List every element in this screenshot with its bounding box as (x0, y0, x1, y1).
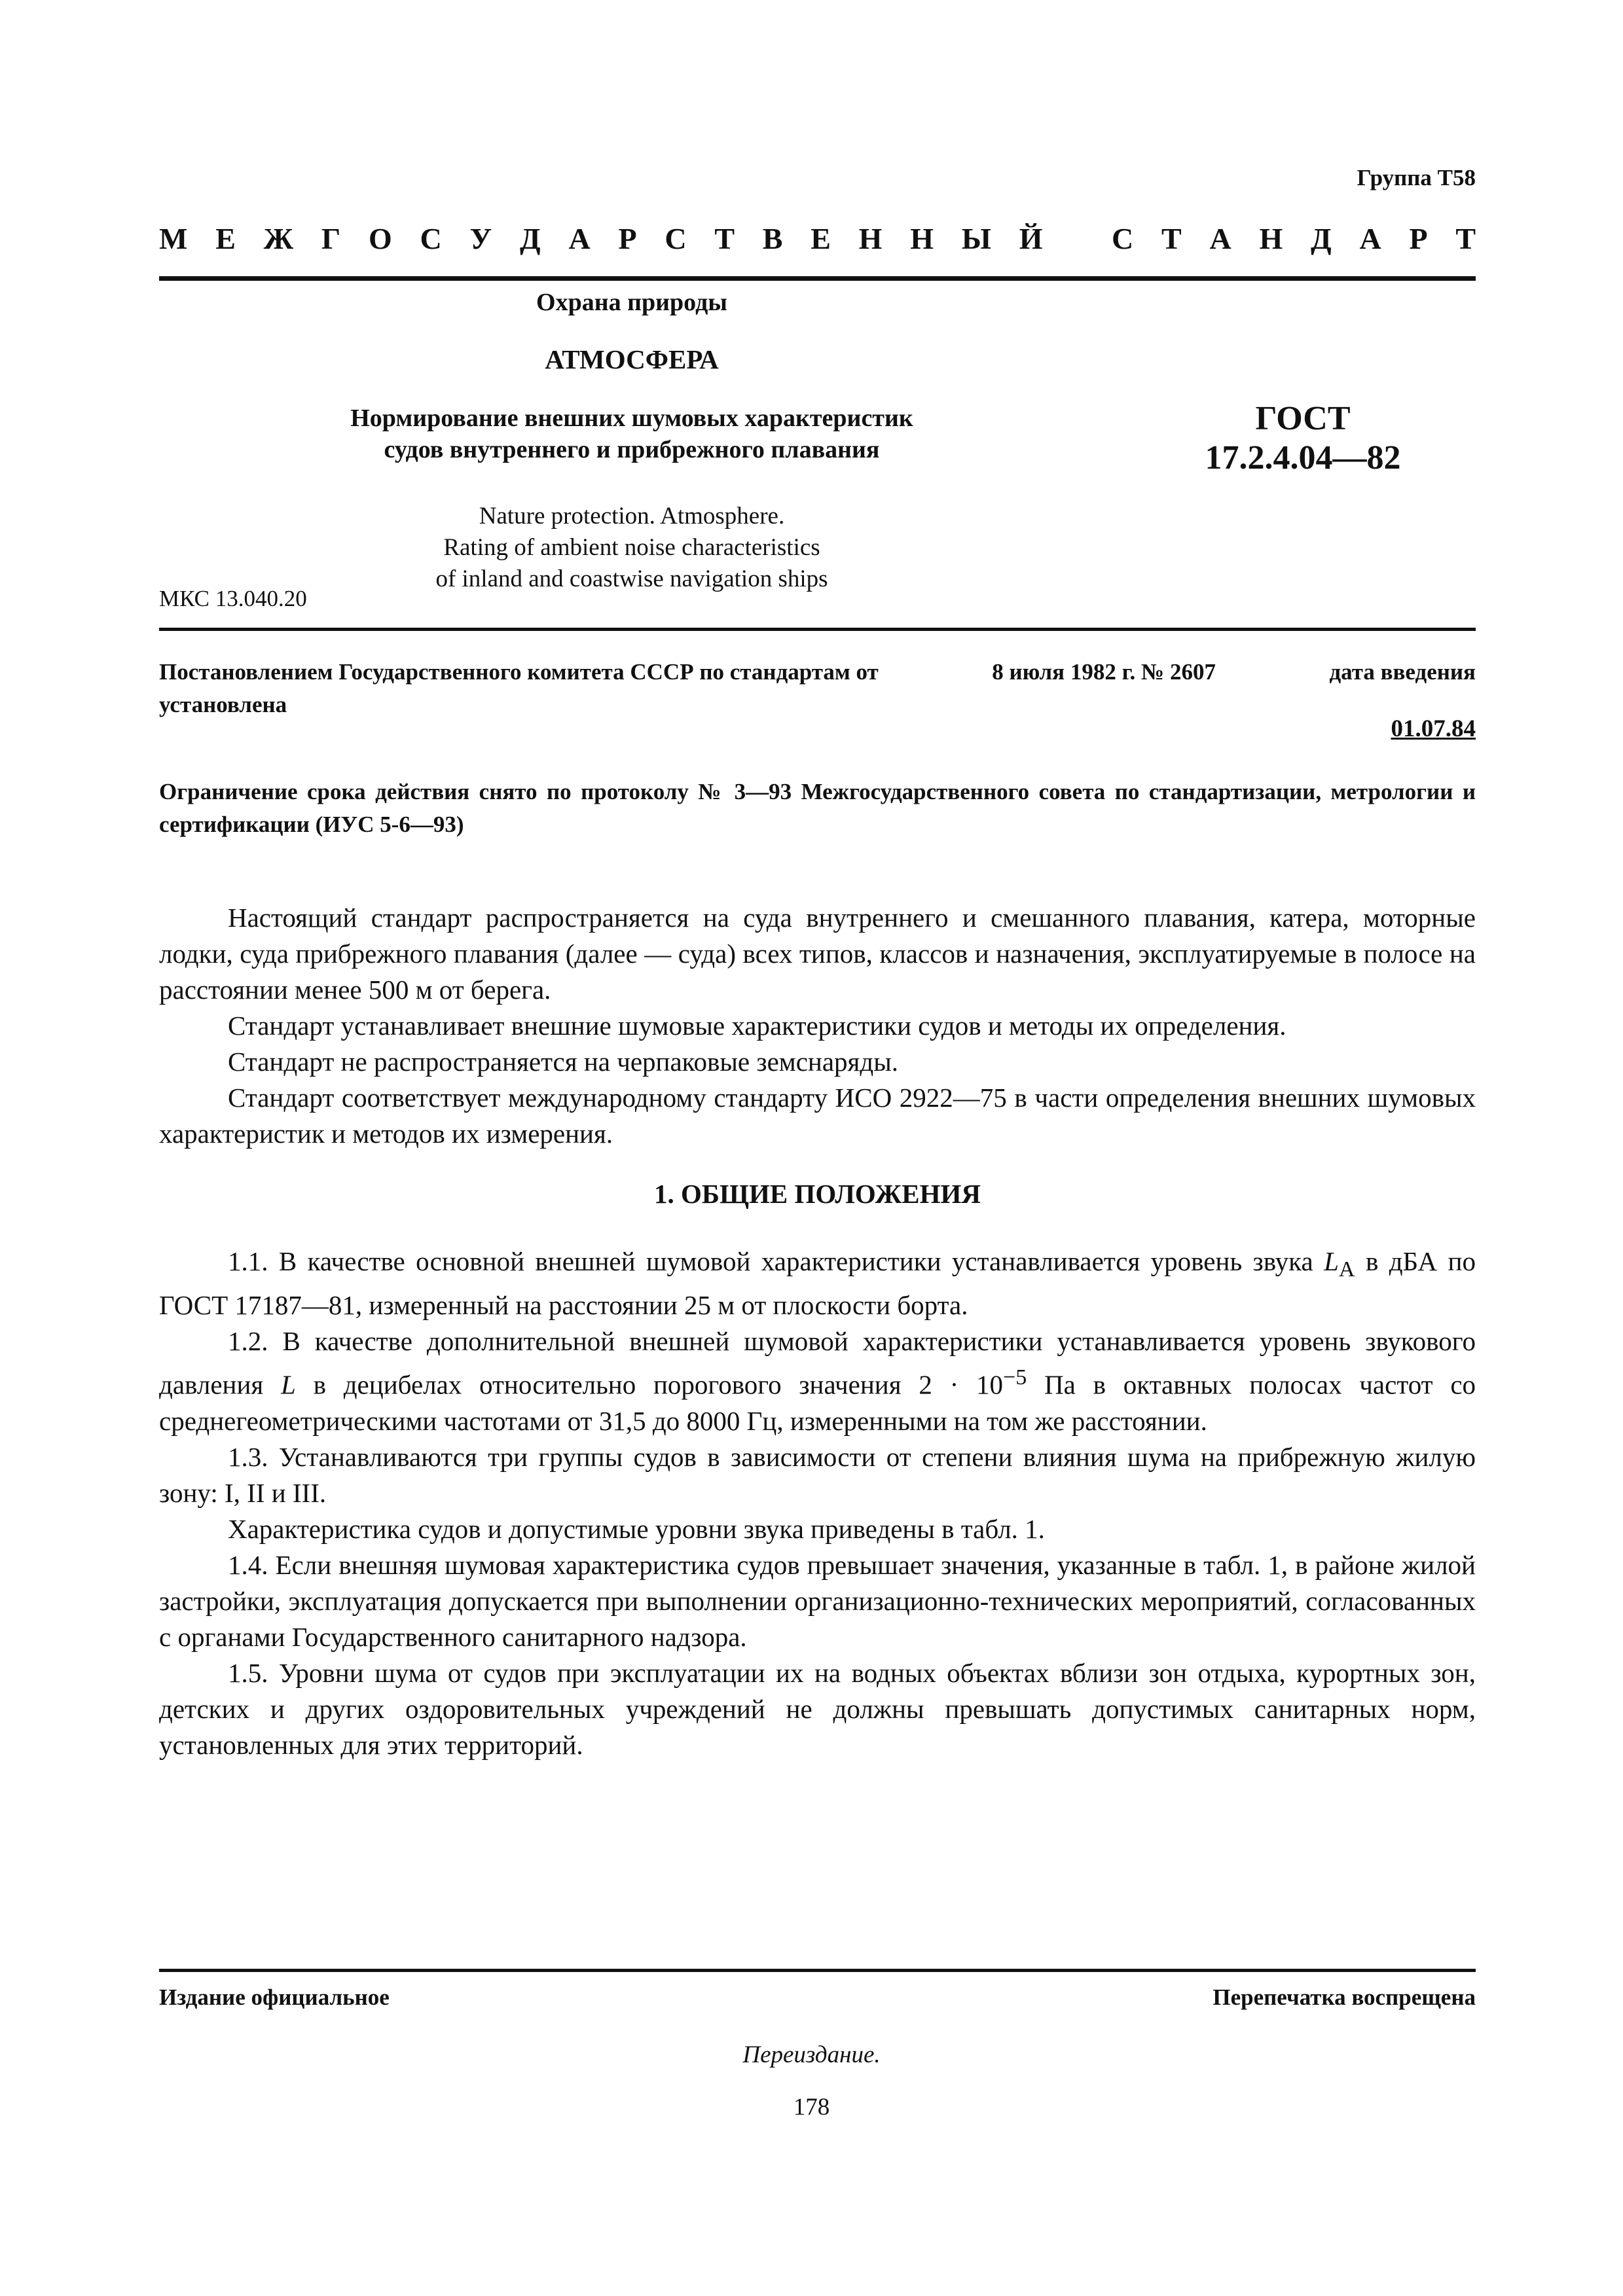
clause-text: в дБА по ГОСТ 17187—81, измеренный на расстоянии 25 м от плоскости борта. (159, 1246, 1476, 1321)
page-number: 178 (793, 2094, 830, 2121)
heading-letter: Н (910, 222, 934, 255)
clause-text: Па в октавных полосах частот со среднегеометрическими частотами от 31,5 до 8000 Гц, измеренными на том же расстоянии. (159, 1369, 1476, 1436)
heading-letter: Н (858, 222, 883, 255)
clause-text: 1.1. В качестве основной внешней шумовой характеристики устанавливается уровень звука (228, 1246, 1313, 1276)
standard-title-en-line3: of inland and coastwise navigation ships (435, 565, 828, 592)
heading-letter: Р (1409, 222, 1428, 255)
exponent: −5 (1002, 1365, 1027, 1390)
section-heading: 1. ОБЩИЕ ПОЛОЖЕНИЯ (654, 1179, 981, 1209)
gost-number: 17.2.4.04—82 (1205, 439, 1401, 476)
heading-letter: Т (1455, 222, 1476, 255)
heading-letter: Г (321, 222, 341, 255)
validity-limit-note: Ограничение срока действия снято по протоколу № 3—93 Межгосударственного совета по стандартизации, метрологии и сертификации (ИУС 5-6—93) (159, 779, 1476, 837)
heading-letter: С (1112, 222, 1134, 255)
interstate-standard-heading (159, 221, 1476, 256)
decree-date: 8 июля 1982 г. № 2607 (992, 659, 1216, 685)
heading-letter: Д (1311, 222, 1332, 255)
heading-letter: У (469, 222, 492, 255)
intro-paragraph: Настоящий стандарт распространяется на суда внутреннего и смешанного плавания, катера, моторные лодки, суда прибрежного плавания (далее — суда) всех типов, классов и назначения, эксплуатируемые в полосе на расстоянии менее 500 м от берега. (159, 903, 1476, 1005)
intro-paragraphs (159, 900, 1476, 1152)
decree-left: Постановлением Государственного комитета СССР по стандартам от (159, 659, 879, 685)
standard-title-en-line2: Rating of ambient noise characteristics (443, 534, 820, 561)
heading-letter: М (159, 222, 188, 255)
heading-letter: Т (1161, 222, 1182, 255)
reprint-prohibited-label: Перепечатка воспрещена (1213, 1984, 1476, 2010)
standard-title-ru (275, 403, 989, 465)
heading-letter: А (568, 222, 591, 255)
decree-line2: установлена (159, 692, 287, 717)
introduction-date: 01.07.84 (1391, 715, 1476, 742)
heading-letter: С (420, 222, 442, 255)
mks-code: МКС 13.040.20 (159, 586, 307, 611)
heading-letter: О (368, 222, 392, 255)
gost-designation (1165, 399, 1440, 478)
decree-rule (159, 628, 1476, 631)
standard-title-ru-line1: Нормирование внешних шумовых характеристик (350, 404, 913, 432)
heading-letter: А (1359, 222, 1381, 255)
heading-letter: Е (811, 222, 831, 255)
symbol-subscript: А (1338, 1257, 1355, 1282)
heading-letter: Н (1259, 222, 1283, 255)
heading-letter (1070, 221, 1084, 256)
heading-letter: Т (714, 222, 735, 255)
clause-1-1 (159, 1244, 1476, 1323)
heading-letter: В (762, 222, 783, 255)
heading-letter: А (1209, 222, 1231, 255)
reissue-label: Переиздание. (742, 2041, 881, 2068)
group-code: Группа Т58 (1357, 165, 1476, 190)
standard-title-ru-line2: судов внутреннего и прибрежного плавания (384, 436, 880, 463)
gost-label: ГОСТ (1255, 400, 1351, 437)
symbol-L: L (281, 1369, 296, 1400)
intro-paragraph: Стандарт устанавливает внешние шумовые характеристики судов и методы их определения. (228, 1011, 1286, 1041)
standard-title-en-line1: Nature protection. Atmosphere. (479, 503, 785, 529)
heading-letter: С (665, 222, 687, 255)
heading-letter: Е (215, 222, 236, 255)
subtheme-title: АТМОСФЕРА (545, 344, 719, 374)
theme-title: Охрана природы (536, 289, 727, 316)
heading-letter: Ы (961, 222, 991, 255)
section-clauses (159, 1244, 1476, 1763)
clause-1-2 (159, 1323, 1476, 1439)
official-edition-label: Издание официальное (159, 1984, 390, 2010)
heading-letter: Р (618, 222, 637, 255)
heading-letter: Д (520, 222, 541, 255)
clause-text: 1.2. В качестве дополнительной внешней шумовой характеристики устанавливается уровень звукового давления (159, 1326, 1476, 1400)
symbol-L: L (1324, 1246, 1339, 1276)
clause-1-5: 1.5. Уровни шума от судов при эксплуатации их на водных объектах вблизи зон отдыха, курортных зон, детских и других оздоровительных учреждений не должны превышать допустимых санитарных норм, установленных для этих территорий. (159, 1657, 1476, 1760)
clause-1-4: 1.4. Если внешняя шумовая характеристика судов превышает значения, указанные в табл. 1, в районе жилой застройки, эксплуатация допускается при выполнении организационно-технических мероприятий, согласованных с органами Государственного санитарного надзора. (159, 1549, 1476, 1652)
standard-title-en (275, 501, 989, 595)
decree-row (159, 656, 1476, 689)
clause-1-3: 1.3. Устанавливаются три группы судов в зависимости от степени влияния шума на прибрежную жилую зону: I, II и III. (159, 1441, 1476, 1508)
decree-right: дата введения (1329, 659, 1476, 685)
clause-text: в децибелах относительно порогового значения 2 · 10 (313, 1369, 1003, 1400)
intro-paragraph: Стандарт соответствует международному стандарту ИСО 2922—75 в части определения внешних шумовых характеристик и методов их измерения. (159, 1083, 1476, 1149)
footer-rule (159, 1969, 1476, 1972)
decree-block (159, 656, 1476, 721)
heading-letter: Ж (263, 222, 294, 255)
heading-letter: Й (1019, 222, 1043, 255)
intro-paragraph: Стандарт не распространяется на черпаковые земснаряды. (228, 1047, 899, 1077)
header-rule (159, 276, 1476, 281)
clause-1-3-note: Характеристика судов и допустимые уровни звука приведены в табл. 1. (228, 1513, 1045, 1544)
